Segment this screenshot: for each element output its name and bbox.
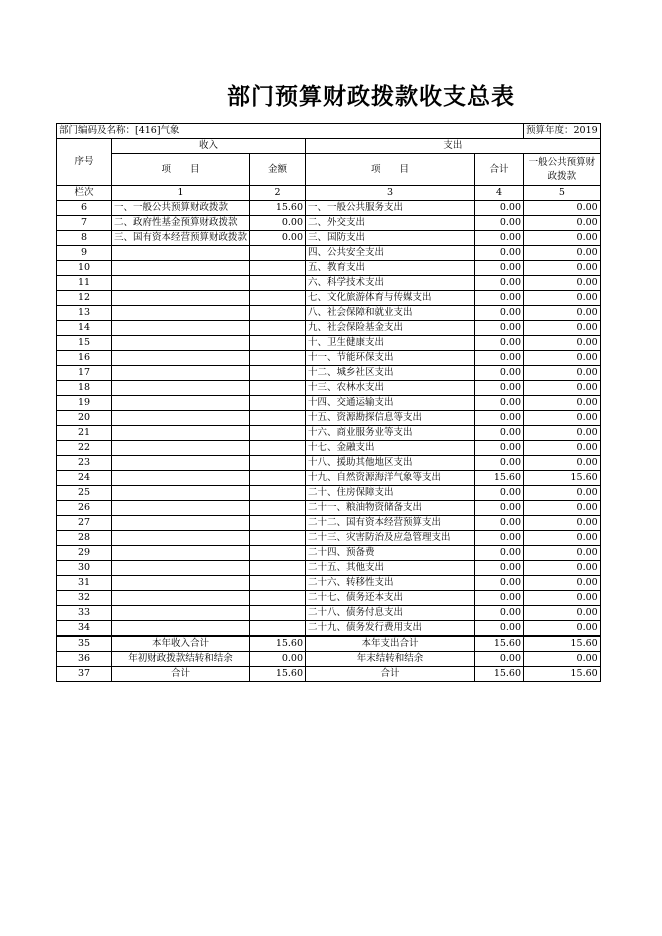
expense-general-budget: 0.00 — [524, 261, 601, 276]
expense-item: 十六、商业服务业等支出 — [306, 426, 475, 441]
header-row-2 — [57, 154, 601, 186]
income-amount — [250, 561, 306, 576]
income-amount — [250, 591, 306, 606]
expense-general-budget: 0.00 — [524, 546, 601, 561]
expense-item: 二十七、债务还本支出 — [306, 591, 475, 606]
income-amount — [250, 366, 306, 381]
income-amount — [250, 531, 306, 546]
expense-total: 0.00 — [475, 351, 524, 366]
expense-total: 0.00 — [475, 261, 524, 276]
expense-item: 九、社会保险基金支出 — [306, 321, 475, 336]
expense-total: 0.00 — [475, 396, 524, 411]
table-row — [57, 306, 601, 321]
table-row — [57, 486, 601, 501]
table-row — [57, 321, 601, 336]
expense-item: 二十五、其他支出 — [306, 561, 475, 576]
expense-general-budget: 0.00 — [524, 366, 601, 381]
expense-general-budget: 0.00 — [524, 351, 601, 366]
row-seq: 33 — [57, 606, 112, 621]
row-seq: 20 — [57, 411, 112, 426]
expense-total: 0.00 — [475, 201, 524, 216]
row-seq: 26 — [57, 501, 112, 516]
table-row — [57, 366, 601, 381]
expense-general-budget: 0.00 — [524, 531, 601, 546]
income-item: 三、国有资本经营预算财政拨款 — [112, 231, 250, 246]
year-label: 预算年度：2019 — [524, 124, 601, 139]
expense-general-budget: 0.00 — [524, 276, 601, 291]
expense-general-budget: 0.00 — [524, 486, 601, 501]
income-item — [112, 411, 250, 426]
budget-table — [56, 123, 601, 682]
expense-general-budget: 0.00 — [524, 576, 601, 591]
row-seq: 29 — [57, 546, 112, 561]
income-amount: 0.00 — [250, 231, 306, 246]
row-seq: 35 — [57, 636, 112, 652]
table-row — [57, 546, 601, 561]
income-item — [112, 561, 250, 576]
expense-general-budget: 0.00 — [524, 381, 601, 396]
expense-total: 0.00 — [475, 576, 524, 591]
row-seq: 19 — [57, 396, 112, 411]
table-row — [57, 426, 601, 441]
expense-total: 0.00 — [475, 336, 524, 351]
income-amount — [250, 396, 306, 411]
expense-general-budget: 0.00 — [524, 411, 601, 426]
row-seq: 32 — [57, 591, 112, 606]
row-seq: 30 — [57, 561, 112, 576]
income-amount — [250, 486, 306, 501]
income-item — [112, 486, 250, 501]
table-row — [57, 396, 601, 411]
col-1: 1 — [112, 186, 250, 201]
row-seq: 11 — [57, 276, 112, 291]
table-row — [57, 441, 601, 456]
expense-general-budget: 0.00 — [524, 321, 601, 336]
income-item — [112, 396, 250, 411]
table-row — [57, 381, 601, 396]
income-item — [112, 606, 250, 621]
row-seq: 15 — [57, 336, 112, 351]
row-seq: 28 — [57, 531, 112, 546]
expense-total: 0.00 — [475, 621, 524, 637]
income-amount — [250, 501, 306, 516]
expense-total: 0.00 — [475, 531, 524, 546]
expense-item: 十一、节能环保支出 — [306, 351, 475, 366]
expense-general-budget: 0.00 — [524, 396, 601, 411]
income-item: 一、一般公共预算财政拨款 — [112, 201, 250, 216]
expense-total: 0.00 — [475, 501, 524, 516]
income-item — [112, 621, 250, 637]
expense-general-budget: 0.00 — [524, 426, 601, 441]
table-row — [57, 261, 601, 276]
expense-general-budget: 15.60 — [524, 636, 601, 652]
expense-general-budget: 0.00 — [524, 306, 601, 321]
row-seq: 31 — [57, 576, 112, 591]
expense-item: 四、公共安全支出 — [306, 246, 475, 261]
income-amount — [250, 351, 306, 366]
income-item — [112, 456, 250, 471]
income-amount: 0.00 — [250, 652, 306, 667]
income-amount — [250, 261, 306, 276]
expense-total: 0.00 — [475, 411, 524, 426]
expense-total: 0.00 — [475, 231, 524, 246]
amount-header: 金额 — [250, 154, 306, 186]
income-item — [112, 336, 250, 351]
row-seq: 27 — [57, 516, 112, 531]
expense-total: 0.00 — [475, 441, 524, 456]
income-item — [112, 426, 250, 441]
income-amount — [250, 516, 306, 531]
row-seq: 7 — [57, 216, 112, 231]
income-amount — [250, 276, 306, 291]
header-row-1 — [57, 139, 601, 154]
income-item: 合计 — [112, 667, 250, 682]
expense-total: 0.00 — [475, 652, 524, 667]
row-seq: 16 — [57, 351, 112, 366]
expense-item: 二十八、债务付息支出 — [306, 606, 475, 621]
expense-item: 一、一般公共服务支出 — [306, 201, 475, 216]
income-amount — [250, 426, 306, 441]
table-row — [57, 531, 601, 546]
expense-total: 0.00 — [475, 276, 524, 291]
expense-total: 15.60 — [475, 471, 524, 486]
income-amount — [250, 441, 306, 456]
table-row — [57, 501, 601, 516]
expense-total: 0.00 — [475, 246, 524, 261]
expense-general-budget: 0.00 — [524, 591, 601, 606]
page-title: 部门预算财政拨款收支总表 — [227, 83, 515, 110]
table-row — [57, 411, 601, 426]
income-amount — [250, 321, 306, 336]
expense-total: 0.00 — [475, 381, 524, 396]
row-seq: 34 — [57, 621, 112, 637]
meta-row — [57, 124, 601, 139]
table-row — [57, 516, 601, 531]
expense-item: 二十四、预备费 — [306, 546, 475, 561]
table-row — [57, 591, 601, 606]
table-row — [57, 291, 601, 306]
income-amount: 15.60 — [250, 636, 306, 652]
expense-total: 0.00 — [475, 546, 524, 561]
expense-item: 二十六、转移性支出 — [306, 576, 475, 591]
row-seq: 25 — [57, 486, 112, 501]
table-row — [57, 636, 601, 652]
col-5: 5 — [524, 186, 601, 201]
row-seq: 22 — [57, 441, 112, 456]
expense-item: 十九、自然资源海洋气象等支出 — [306, 471, 475, 486]
table-row — [57, 336, 601, 351]
table-row — [57, 276, 601, 291]
table-row — [57, 667, 601, 682]
expense-total: 0.00 — [475, 456, 524, 471]
col-4: 4 — [475, 186, 524, 201]
table-row — [57, 351, 601, 366]
row-seq: 8 — [57, 231, 112, 246]
col-2: 2 — [250, 186, 306, 201]
income-amount — [250, 246, 306, 261]
income-item — [112, 471, 250, 486]
expense-item: 二、外交支出 — [306, 216, 475, 231]
expense-total: 0.00 — [475, 561, 524, 576]
expense-item: 二十一、粮油物资储备支出 — [306, 501, 475, 516]
income-item — [112, 261, 250, 276]
income-item — [112, 246, 250, 261]
row-seq: 17 — [57, 366, 112, 381]
income-item — [112, 366, 250, 381]
row-seq: 23 — [57, 456, 112, 471]
income-amount — [250, 306, 306, 321]
seq-header: 序号 — [57, 139, 112, 186]
col-label: 栏次 — [57, 186, 112, 201]
expense-general-budget: 0.00 — [524, 606, 601, 621]
income-item — [112, 501, 250, 516]
expense-item: 五、教育支出 — [306, 261, 475, 276]
expense-item: 十二、城乡社区支出 — [306, 366, 475, 381]
expense-item: 二十三、灾害防治及应急管理支出 — [306, 531, 475, 546]
income-item — [112, 546, 250, 561]
expense-total: 0.00 — [475, 426, 524, 441]
table-row — [57, 652, 601, 667]
income-item — [112, 276, 250, 291]
expense-general-budget: 0.00 — [524, 456, 601, 471]
expense-general-budget: 0.00 — [524, 621, 601, 637]
expense-total: 0.00 — [475, 306, 524, 321]
income-amount — [250, 576, 306, 591]
expense-total: 0.00 — [475, 606, 524, 621]
table-row — [57, 246, 601, 261]
income-item — [112, 591, 250, 606]
table-row — [57, 216, 601, 231]
income-amount: 15.60 — [250, 201, 306, 216]
expense-total: 0.00 — [475, 591, 524, 606]
expense-total: 0.00 — [475, 486, 524, 501]
income-item — [112, 291, 250, 306]
row-seq: 6 — [57, 201, 112, 216]
row-seq: 21 — [57, 426, 112, 441]
table-row — [57, 621, 601, 637]
income-amount — [250, 381, 306, 396]
expense-item: 十八、援助其他地区支出 — [306, 456, 475, 471]
expense-general-budget: 0.00 — [524, 231, 601, 246]
income-item — [112, 306, 250, 321]
income-amount — [250, 546, 306, 561]
row-seq: 10 — [57, 261, 112, 276]
income-amount — [250, 336, 306, 351]
expense-total: 0.00 — [475, 321, 524, 336]
row-seq: 9 — [57, 246, 112, 261]
income-item — [112, 351, 250, 366]
row-seq: 14 — [57, 321, 112, 336]
table-row — [57, 606, 601, 621]
expense-item: 十三、农林水支出 — [306, 381, 475, 396]
column-number-row — [57, 186, 601, 201]
income-amount — [250, 456, 306, 471]
expense-general-budget: 0.00 — [524, 516, 601, 531]
income-item-header: 项 目 — [112, 154, 250, 186]
income-item: 年初财政拨款结转和结余 — [112, 652, 250, 667]
income-amount — [250, 411, 306, 426]
expense-general-budget: 0.00 — [524, 336, 601, 351]
income-item — [112, 576, 250, 591]
expense-item: 三、国防支出 — [306, 231, 475, 246]
row-seq: 24 — [57, 471, 112, 486]
income-header: 收入 — [112, 139, 306, 154]
income-item — [112, 531, 250, 546]
dept-label: 部门编码及名称：[416]气象 — [57, 124, 524, 139]
expense-general-budget: 15.60 — [524, 471, 601, 486]
col-3: 3 — [306, 186, 475, 201]
table-row — [57, 561, 601, 576]
expense-general-budget: 0.00 — [524, 291, 601, 306]
expense-item: 二十二、国有资本经营预算支出 — [306, 516, 475, 531]
income-amount — [250, 606, 306, 621]
expense-item: 年末结转和结余 — [306, 652, 475, 667]
income-item — [112, 321, 250, 336]
row-seq: 37 — [57, 667, 112, 682]
expense-general-budget: 0.00 — [524, 216, 601, 231]
expense-total: 0.00 — [475, 216, 524, 231]
expense-item: 二十、住房保障支出 — [306, 486, 475, 501]
table-row — [57, 576, 601, 591]
expense-total: 15.60 — [475, 667, 524, 682]
expense-item: 八、社会保障和就业支出 — [306, 306, 475, 321]
table-row — [57, 471, 601, 486]
expense-general-budget: 0.00 — [524, 201, 601, 216]
expense-general-budget: 0.00 — [524, 652, 601, 667]
expense-general-budget: 15.60 — [524, 667, 601, 682]
income-item — [112, 516, 250, 531]
table-row — [57, 456, 601, 471]
expense-general-budget: 0.00 — [524, 246, 601, 261]
income-item — [112, 441, 250, 456]
income-amount — [250, 621, 306, 637]
expense-total: 15.60 — [475, 636, 524, 652]
row-seq: 18 — [57, 381, 112, 396]
expense-general-budget: 0.00 — [524, 441, 601, 456]
expense-total: 0.00 — [475, 291, 524, 306]
expense-item: 十四、交通运输支出 — [306, 396, 475, 411]
expense-total: 0.00 — [475, 516, 524, 531]
expense-general-budget: 0.00 — [524, 501, 601, 516]
expense-item-header: 项 目 — [306, 154, 475, 186]
income-item: 本年收入合计 — [112, 636, 250, 652]
expense-item: 合计 — [306, 667, 475, 682]
expense-total: 0.00 — [475, 366, 524, 381]
expense-item: 十七、金融支出 — [306, 441, 475, 456]
row-seq: 36 — [57, 652, 112, 667]
income-item — [112, 381, 250, 396]
expense-header: 支出 — [306, 139, 601, 154]
row-seq: 13 — [57, 306, 112, 321]
table-row — [57, 231, 601, 246]
general-budget-header: 一般公共预算财政拨款 — [524, 154, 601, 186]
expense-item: 十、卫生健康支出 — [306, 336, 475, 351]
income-amount: 0.00 — [250, 216, 306, 231]
expense-item: 六、科学技术支出 — [306, 276, 475, 291]
income-item: 二、政府性基金预算财政拨款 — [112, 216, 250, 231]
expense-item: 二十九、债务发行费用支出 — [306, 621, 475, 637]
expense-item: 七、文化旅游体育与传媒支出 — [306, 291, 475, 306]
income-amount — [250, 471, 306, 486]
income-amount — [250, 291, 306, 306]
expense-general-budget: 0.00 — [524, 561, 601, 576]
expense-item: 本年支出合计 — [306, 636, 475, 652]
income-amount: 15.60 — [250, 667, 306, 682]
expense-item: 十五、资源勘探信息等支出 — [306, 411, 475, 426]
total-header: 合计 — [475, 154, 524, 186]
row-seq: 12 — [57, 291, 112, 306]
table-row — [57, 201, 601, 216]
